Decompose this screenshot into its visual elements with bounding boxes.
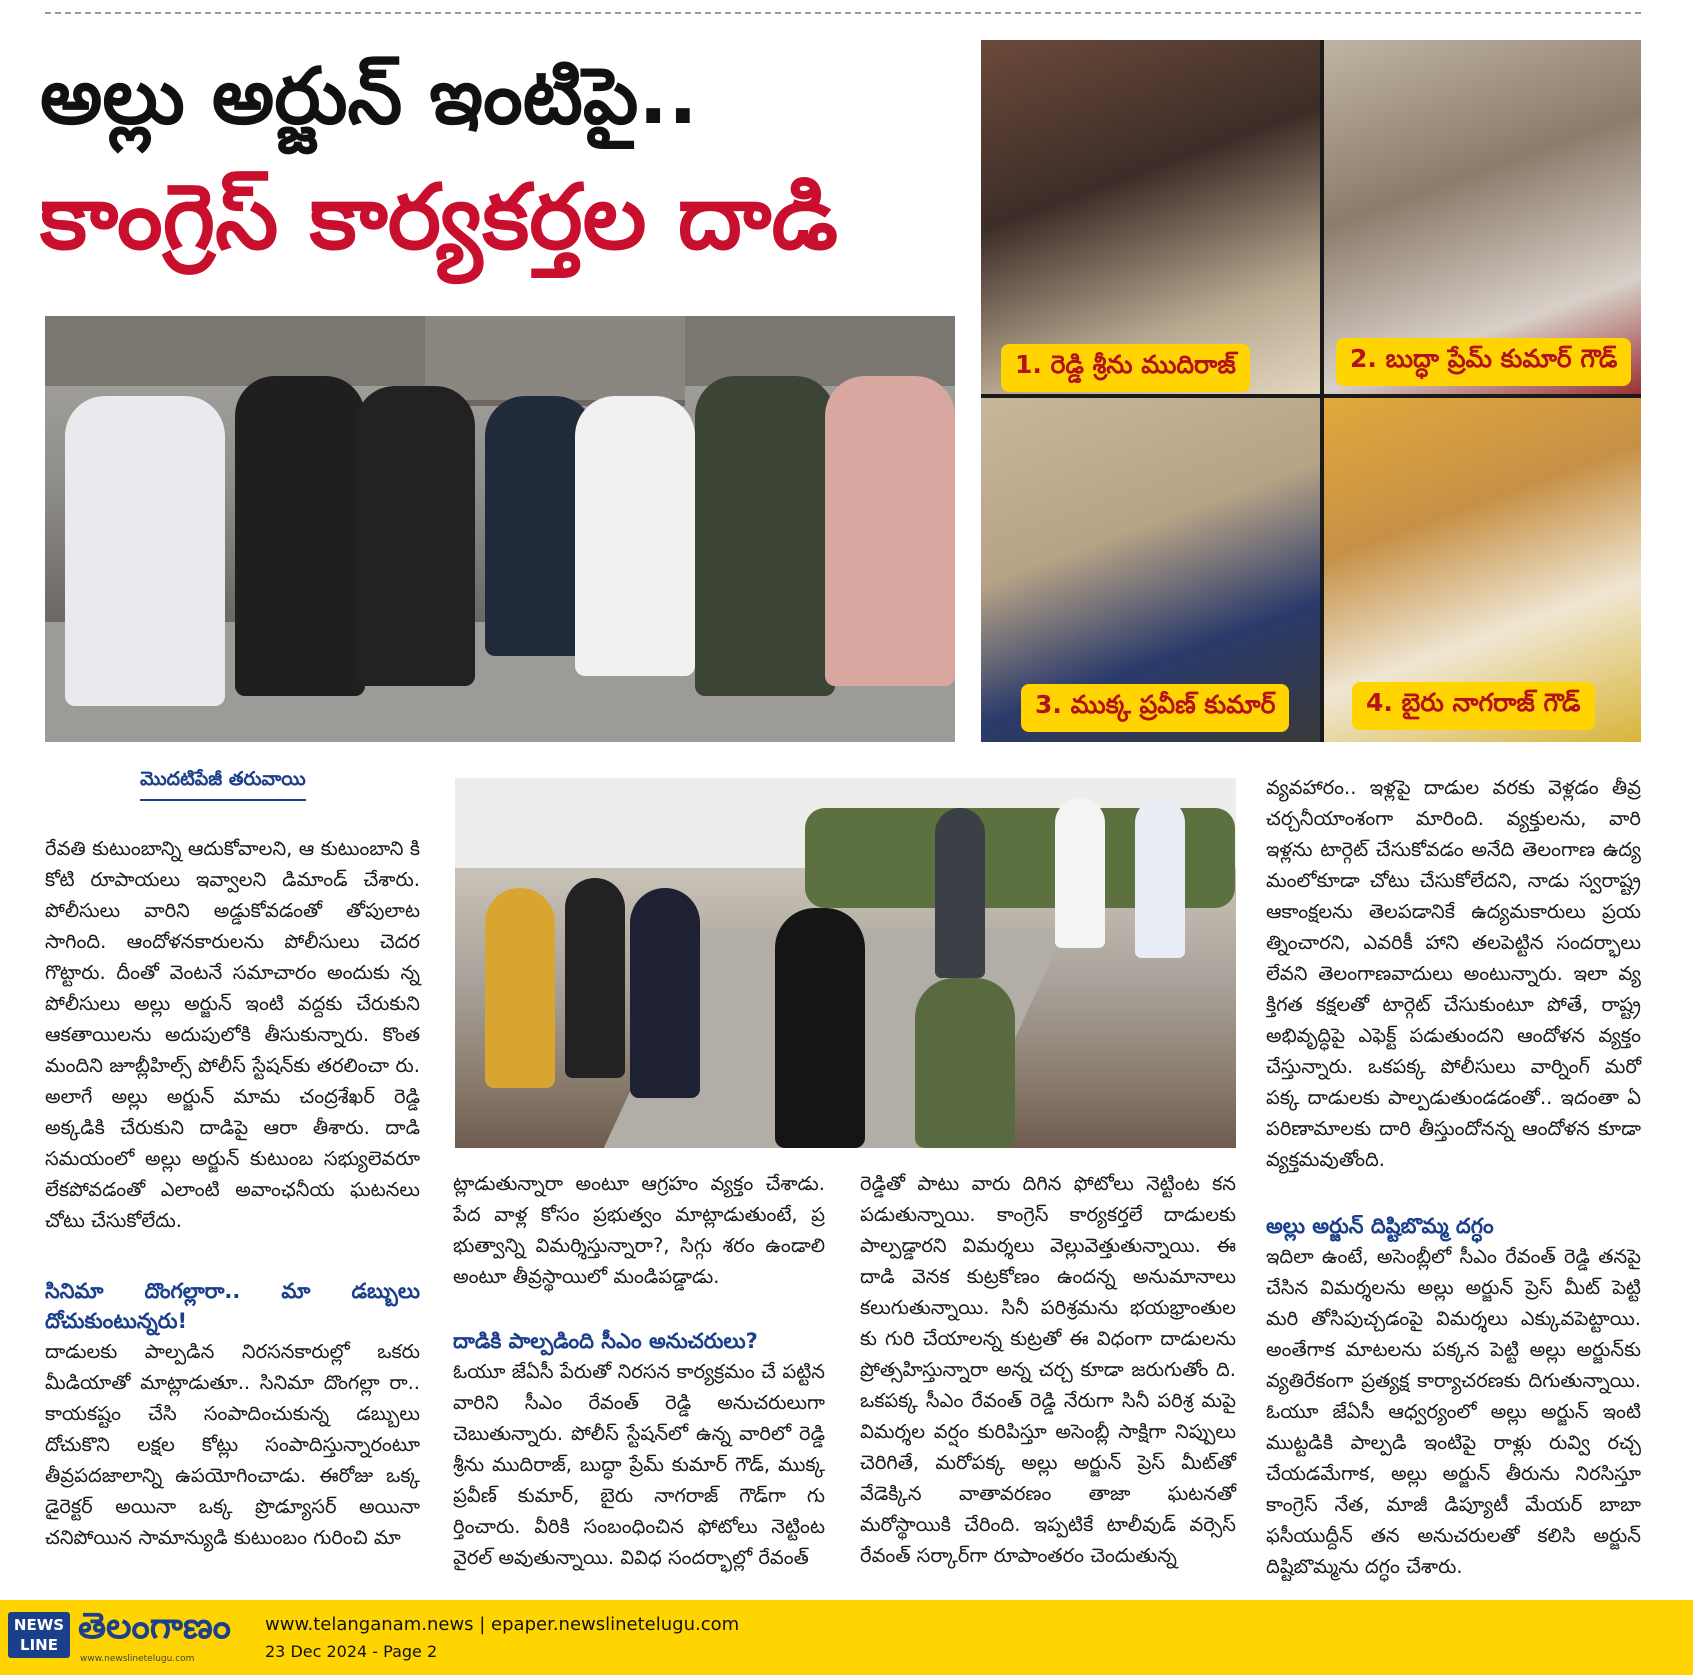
photo-tile-4 <box>1324 398 1641 742</box>
column-4-subheading: అల్లు అర్జున్ దిష్టిబొమ్మ దగ్ధం <box>1266 1214 1494 1238</box>
column-2-subheading: దాడికి పాల్పడింది సీఎం అనుచరులు? <box>453 1329 758 1353</box>
column-3-paragraph-1: రెడ్డితో పాటు వారు దిగిన ఫోటోలు నెట్టింట కన పడుతున్నాయి. కాంగ్రెస్ కార్యకర్తలే దాడులకు పాల్పడ్డారని విమర్శలు వెల్లువెత్తుతున్నాయి. ఈ దాడి వెనక కుట్రకోణం ఉందన్న అనుమానాలు కలుగుతున్నాయి. సినీ పరిశ్రమను భయభ్రాంతుల కు గురి చేయాలన్న కుట్రతో ఈ విధంగా దాడులను ప్రోత్సహిస్తున్నారా అన్న చర్చ కూడా జరుగుతోం ది. ఒకపక్క సీఎం రేవంత్ రెడ్డి నేరుగా సినీ పరిశ్ర మపై విమర్శల వర్షం కురిపిస్తూ అసెంబ్లీ సాక్షిగా నిప్పులు చెరిగితే, మరోపక్క అల్లు అర్జున్ ప్రెస్ మీట్‌తో వేడెక్కిన వాతావరణం తాజా ఘటనతో మరోస్థాయికి చేరింది. ఇప్పటికే టాలీవుడ్ వర్సెస్ రేవంత్ సర్కార్‌గా రూపాంతరం చెందుతున్న <box>860 1172 1236 1567</box>
column-1-paragraph-1: రేవతి కుటుంబాన్ని ఆదుకోవాలని, ఆ కుటుంబాని కి కోటి రూపాయలు ఇవ్వాలని డిమాండ్ చేశారు. పోలీసులు వారిని అడ్డుకోవడంతో తోపులాట సాగింది. ఆందోళనకారులను పోలీసులు చెదర గొట్టారు. దీంతో వెంటనే సమాచారం అందుకు న్న పోలీసులు అల్లు అర్జున్ ఇంటి వద్దకు చేరుకుని ఆకతాయిలను అదుపులోకి తీసుకున్నారు. కొంత మందిని జూబ్లీహిల్స్ పోలీస్ స్టేషన్‌కు తరలించా రు. అలాగే అల్లు అర్జున్ మామ చంద్రశేఖర్ రెడ్డి అక్కడికి చేరుకుని దాడిపై ఆరా తీశారు. దాడి సమయంలో అల్లు అర్జున్ కుటుంబ సభ్యులెవరూ లేకపోవడంతో ఎలాంటి అవాంఛనీయ ఘటనలు చోటు చేసుకోలేదు. <box>45 837 420 1232</box>
newsline-logo: NEWS LINE <box>8 1612 70 1658</box>
photo-caption-4: 4. బైరు నాగరాజ్ గౌడ్ <box>1352 682 1595 730</box>
photo-tile-2 <box>1324 40 1641 394</box>
article-column-1 <box>45 833 420 1553</box>
column-1-subheading: సినిమా దొంగల్లారా.. మా డబ్బులు దోచుకుంటున్నరు! <box>45 1279 420 1333</box>
article-column-4 <box>1266 772 1641 1582</box>
headline-line-2: కాంగ్రెస్ కార్యకర్తల దాడి <box>40 165 838 270</box>
photo-collage <box>981 40 1641 742</box>
photo-tile-1 <box>981 40 1320 394</box>
column-2-paragraph-1: ట్లాడుతున్నారా అంటూ ఆగ్రహం వ్యక్తం చేశాడు. పేద వాళ్ల కోసం ప్రభుత్వం మాట్లాడుతుంటే, ప్ర భుత్వాన్ని విమర్శిస్తున్నారా?, సిగ్గు శరం ఉండాలి అంటూ తీవ్రస్థాయిలో మండిపడ్డాడు. <box>453 1172 825 1288</box>
column-4-paragraph-1: వ్యవహారం.. ఇళ్లపై దాడుల వరకు వెళ్లడం తీవ్ర చర్చనీయాంశంగా మారింది. వ్యక్తులను, వారి ఇళ్లను టార్గెట్ చేసుకోవడం అనేది తెలంగాణ ఉద్య మంలోకూడా చోటు చేసుకోలేదని, నాడు స్వరాష్ట్ర ఆకాంక్షలను తెలపడానికే ఉద్యమకారులు ప్రయ త్నించారని, ఎవరికీ హాని తలపెట్టిన సందర్భాలు లేవని తెలంగాణవాదులు అంటున్నారు. ఇలా వ్య క్తిగత కక్షలతో టార్గెట్ చేసుకుంటూ పోతే, రాష్ట్ర అభివృద్ధిపై ఎఫెక్ట్ పడుతుందని ఆందోళన వ్యక్తం చేస్తున్నారు. ఒకపక్క పోలీసులు వార్నింగ్ మరో పక్క దాడులకు పాల్పడుతుండడంతో.. ఇదంతా ఏ పరిణామాలకు దారి తీస్తుందోనన్న ఆందోళన కూడా వ్యక్తమవుతోంది. <box>1266 776 1641 1171</box>
footer-date-page: 23 Dec 2024 - Page 2 <box>265 1642 438 1661</box>
headline-line-1: అల్లు అర్జున్ ఇంటిపై.. <box>40 52 698 142</box>
main-photo-police-station <box>45 316 955 742</box>
column-2-paragraph-2: ఓయూ జేఏసీ పేరుతో నిరసన కార్యక్రమం చే పట్టిన వారిని సీఎం రేవంత్ రెడ్డి అనుచరులుగా చెబుతున్నారు. పోలీస్ స్టేషన్‌లో ఉన్న వారిలో రెడ్డి శ్రీను ముదిరాజ్, బుద్ధా ప్రేమ్ కుమార్ గౌడ్, ముక్క ప్రవీణ్ కుమార్, బైరు నాగరాజ్ గౌడ్‌గా గు ర్తించారు. వీరికి సంబంధించిన ఫోటోలు నెట్టింట వైరల్ అవుతున్నాయి. వివిధ సందర్భాల్లో రేవంత్ <box>453 1360 825 1569</box>
telanganam-logo-text: తెలంగాణం <box>78 1606 231 1647</box>
top-divider <box>45 12 1641 14</box>
article-column-3 <box>860 1168 1236 1571</box>
photo-caption-3: 3. ముక్క ప్రవీణ్ కుమార్ <box>1021 684 1289 732</box>
column-4-paragraph-2: ఇదిలా ఉంటే, అసెంబ్లీలో సీఎం రేవంత్ రెడ్డి తనపై చేసిన విమర్శలను అల్లు అర్జున్ ప్రెస్ మీట్ పెట్టి మరి తోసిపుచ్చడంపై విమర్శలు ఎక్కువపెట్టాయి. అంతేగాక మాటలను పక్కన పెట్టి అల్లు అర్జున్‌కు వ్యతిరేకంగా ప్రత్యక్ష కార్యాచరణకు దిగుతున్నాయి. ఓయూ జేఏసీ ఆధ్వర్యంలో అల్లు అర్జున్ ఇంటి ముట్టడికి పాల్పడి ఇంటిపై రాళ్లు రువ్వి రచ్చ చేయడమేగాక, అల్లు అర్జున్ తీరును నిరసిస్తూ కాంగ్రెస్ నేత, మాజీ డిప్యూటీ మేయర్ బాబా ఫసీయుద్దీన్ తన అనుచరులతో కలిసి అర్జున్ దిష్టిబొమ్మను దగ్ధం చేశారు. <box>1266 1245 1641 1578</box>
protest-scene-photo <box>455 778 1236 1148</box>
article-column-2 <box>453 1168 825 1573</box>
logo-website: www.newslinetelugu.com <box>80 1654 195 1664</box>
footer-websites: www.telanganam.news | epaper.newslinetelugu.com <box>265 1614 740 1635</box>
photo-tile-3 <box>981 398 1320 742</box>
photo-caption-1: 1. రెడ్డి శ్రీను ముదిరాజ్ <box>1001 344 1250 392</box>
page-footer <box>0 1600 1693 1675</box>
continued-from-front-page-label: మొదటిపేజీ తరువాయి <box>140 768 306 801</box>
column-1-paragraph-2: దాడులకు పాల్పడిన నిరసనకారుల్లో ఒకరు మీడియాతో మాట్లాడుతూ.. సినిమా దొంగల్లా రా.. కాయకష్టం చేసి సంపాదించుకున్న డబ్బులు దోచుకొని లక్షల కోట్లు సంపాదిస్తున్నారంటూ తీవ్రపదజాలాన్ని ఉపయోగించాడు. ఈరోజు ఒక్క డైరెక్టర్ అయినా ఒక్క ప్రొడ్యూసర్ అయినా చనిపోయిన సామాన్యుడి కుటుంబం గురించి మా <box>45 1340 420 1549</box>
photo-caption-2: 2. బుద్ధా ప్రేమ్ కుమార్ గౌడ్ <box>1336 338 1631 386</box>
